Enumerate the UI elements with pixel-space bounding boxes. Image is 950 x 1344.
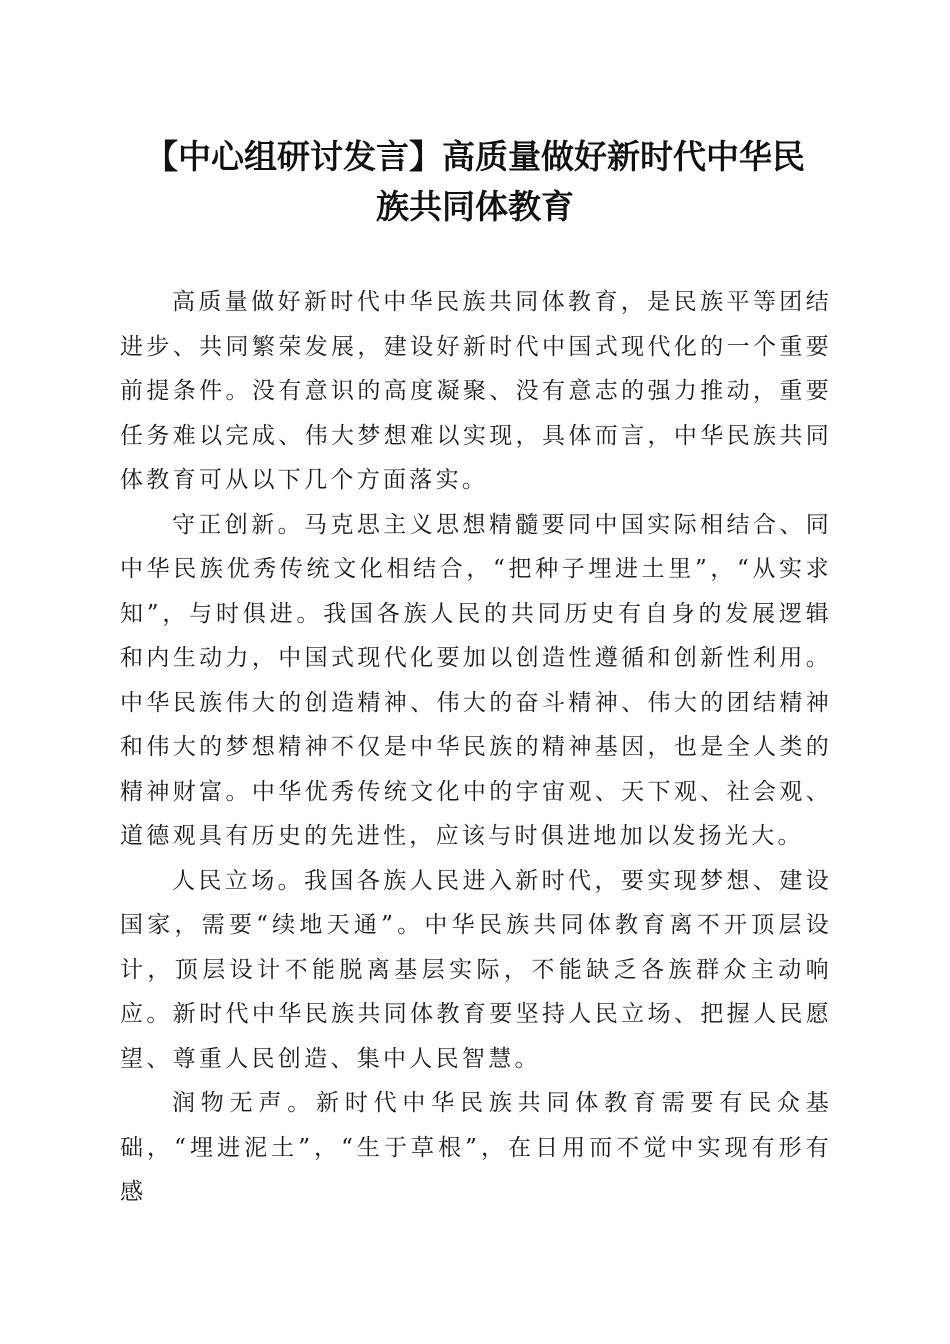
paragraph-renmin-lichang: 人民立场。我国各族人民进入新时代，要实现梦想、建设国家，需要“续地天通”。中华民族共同体教育离不开顶层设计，顶层设计不能脱离基层实际，不能缺乏各族群众主动响应。新时代中华民族共同体教育要坚持人民立场、把握人民愿望、尊重人民创造、集中人民智慧。 xyxy=(120,867,832,1072)
title-line-2: 族共同体教育 xyxy=(376,187,574,226)
paragraph-shouzheng-chuangxin: 守正创新。马克思主义思想精髓要同中国实际相结合、同中华民族优秀传统文化相结合，“把种子埋进土里”，“从实求知”，与时俱进。我国各族人民的共同历史有自身的发展逻辑和内生动力，中国式现代化要加以创造性遵循和创新性利用。中华民族伟大的创造精神、伟大的奋斗精神、伟大的团结精神和伟大的梦想精神不仅是中华民族的精神基因，也是全人类的精神财富。中华优秀传统文化中的宇宙观、天下观、社会观、道德观具有历史的先进性，应该与时俱进地加以发扬光大。 xyxy=(120,511,832,849)
paragraph-intro: 高质量做好新时代中华民族共同体教育，是民族平等团结进步、共同繁荣发展，建设好新时代中国式现代化的一个重要前提条件。没有意识的高度凝聚、没有意志的强力推动，重要任务难以完成、伟大梦想难以实现，具体而言，中华民族共同体教育可从以下几个方面落实。 xyxy=(120,289,832,493)
title-line-1: 【中心组研讨发言】高质量做好新时代中华民 xyxy=(145,137,805,176)
document-body xyxy=(120,280,832,1215)
document-title xyxy=(118,132,832,232)
paragraph-runwu-wusheng: 润物无声。新时代中华民族共同体教育需要有民众基础，“埋进泥土”，“生于草根”，在日用而不觉中实现有形有感 xyxy=(120,1090,832,1205)
